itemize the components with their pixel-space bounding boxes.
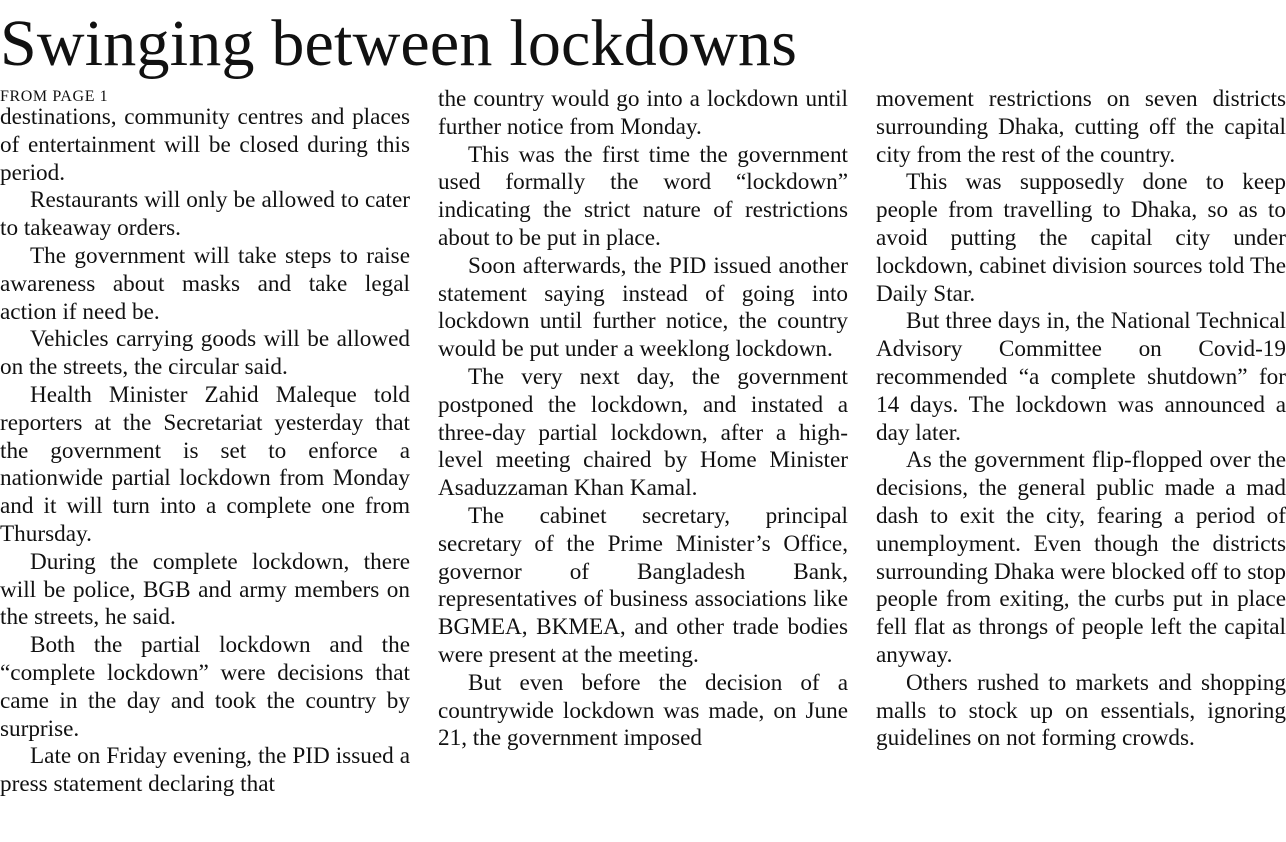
paragraph: The government will take steps to raise awareness about masks and take legal action if need be. — [0, 242, 410, 325]
article-column-2 — [438, 86, 848, 753]
paragraph: Others rushed to markets and shopping malls to stock up on essentials, ignoring guidelines on not forming crowds. — [876, 669, 1286, 752]
paragraph: As the government flip-flopped over the decisions, the general public made a mad dash to exit the city, fearing a period of unemployment. Even though the districts surrounding Dhaka were blocked off to stop people from exiting, the curbs put in place fell flat as throngs of people left the capital anyway. — [876, 447, 1286, 668]
paragraph: But even before the decision of a countrywide lockdown was made, on June 21, the government imposed — [438, 669, 848, 752]
paragraph: Both the partial lockdown and the “complete lockdown” were decisions that came in the day and took the country by surprise. — [0, 632, 410, 742]
headline: Swinging between lockdowns — [0, 7, 798, 80]
paragraph: Vehicles carrying goods will be allowed on the streets, the circular said. — [0, 326, 410, 381]
paragraph: The cabinet secretary, principal secretary of the Prime Minister’s Office, governor of Bangladesh Bank, representatives of business associations like BGMEA, BKMEA, and other trade bodies were present at the meeting. — [438, 502, 848, 668]
continuation-kicker: FROM PAGE 1 — [0, 88, 109, 105]
paragraph: But three days in, the National Technical Advisory Committee on Covid-19 recommended “a complete shutdown” for 14 days. The lockdown was announced a day later. — [876, 308, 1286, 446]
article-column-3 — [876, 86, 1286, 753]
paragraph: Late on Friday evening, the PID issued a press statement declaring that — [0, 743, 410, 798]
paragraph: The very next day, the government postponed the lockdown, and instated a three-day partial lockdown, after a high-level meeting chaired by Home Minister Asaduzzaman Khan Kamal. — [438, 363, 848, 502]
paragraph: the country would go into a lockdown until further notice from Monday. — [438, 86, 848, 140]
article-column-1 — [0, 86, 410, 799]
paragraph: This was the first time the government used formally the word “lockdown” indicating the strict nature of restrictions about to be put in place. — [438, 141, 848, 251]
paragraph: During the complete lockdown, there will be police, BGB and army members on the streets, he said. — [0, 548, 410, 631]
paragraph: Soon afterwards, the PID issued another statement saying instead of going into lockdown until further notice, the country would be put under a weeklong lockdown. — [438, 252, 848, 363]
paragraph: Health Minister Zahid Maleque told reporters at the Secretariat yesterday that the government is set to enforce a nationwide partial lockdown from Monday and it will turn into a complete one from Thursday. — [0, 381, 410, 547]
paragraph: movement restrictions on seven districts surrounding Dhaka, cutting off the capital city from the rest of the country. — [876, 86, 1286, 168]
paragraph: destinations, community centres and places of entertainment will be closed during this period. — [0, 104, 410, 186]
paragraph: This was supposedly done to keep people from travelling to Dhaka, so as to avoid putting the capital city under lockdown, cabinet division sources told The Daily Star. — [876, 169, 1286, 307]
paragraph: Restaurants will only be allowed to cater to takeaway orders. — [0, 187, 410, 242]
